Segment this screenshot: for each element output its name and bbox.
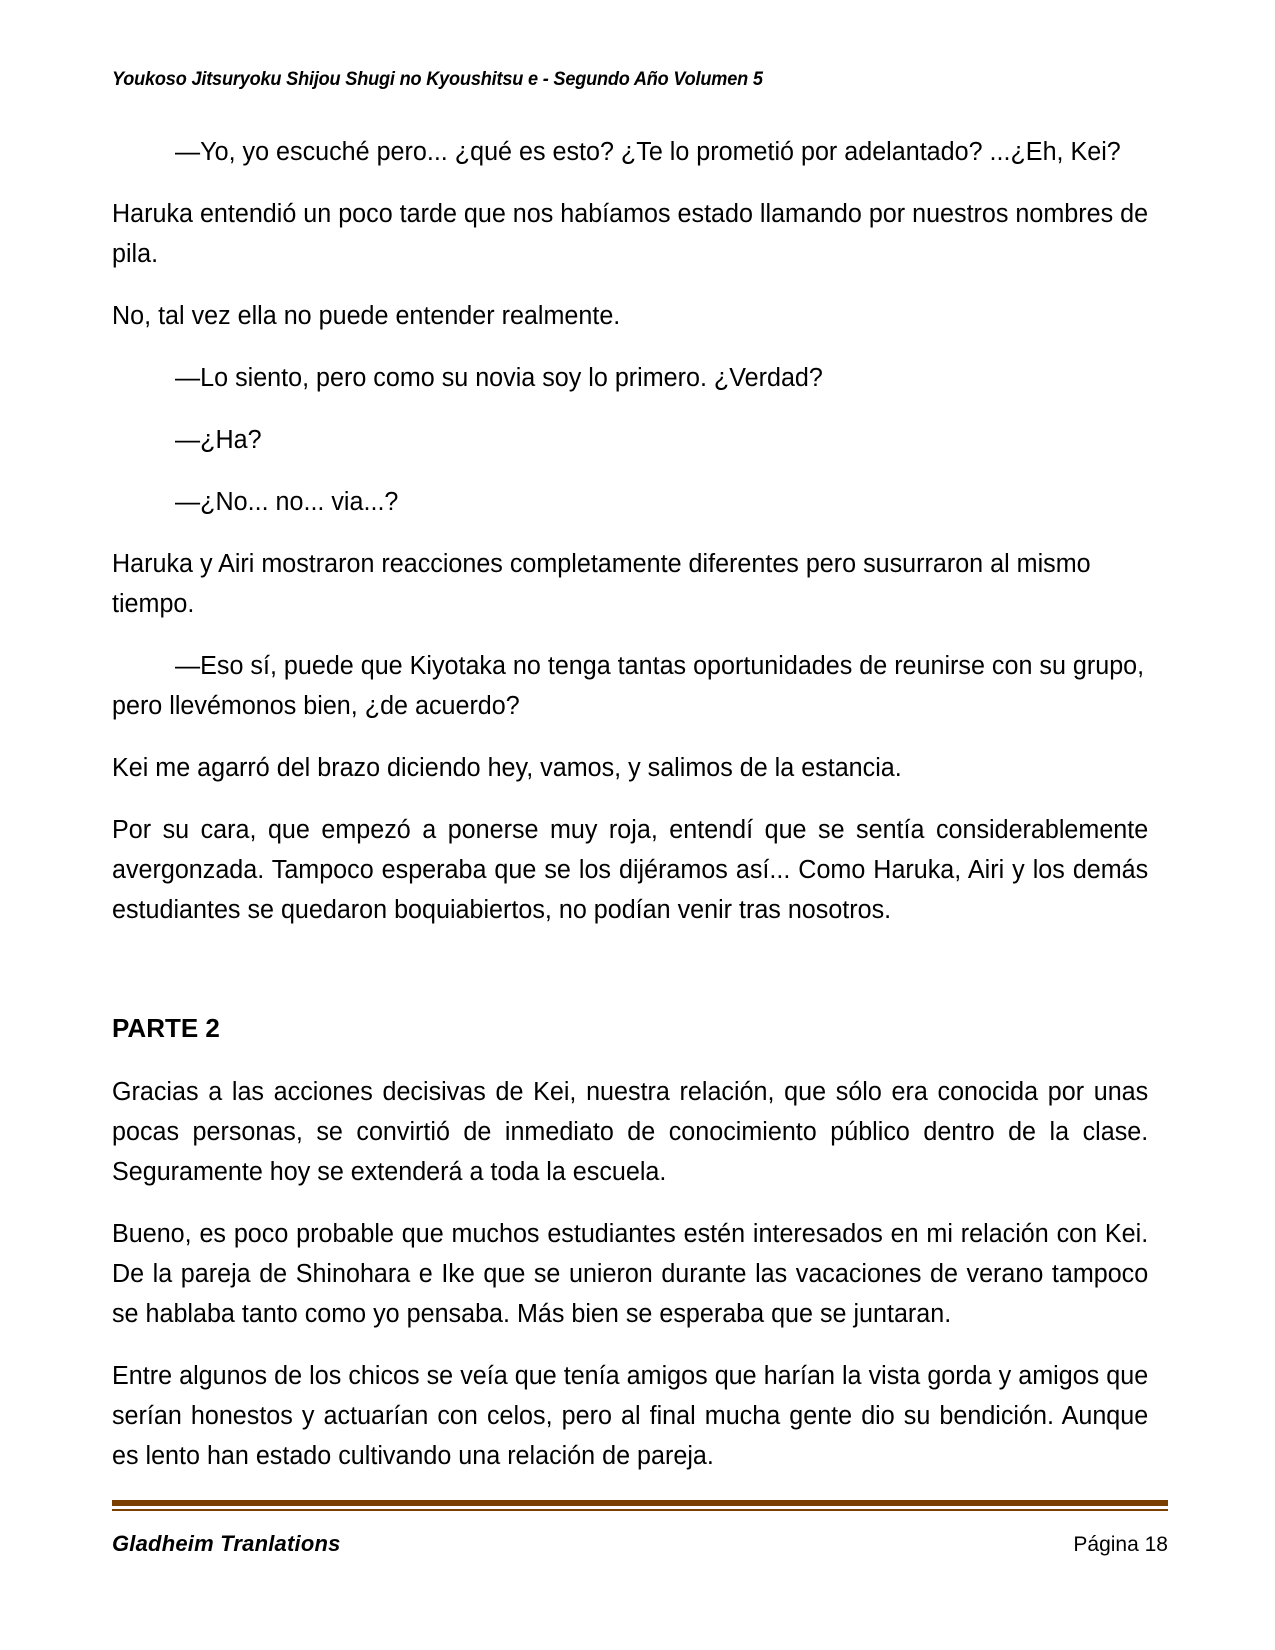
paragraph-narration: Entre algunos de los chicos se veía que tenía amigos que harían la vista gorda y amigos que serían honestos y actuarían con celos, pero al final mucha gente dio su bendición. Aunque es lento han estado cultivando una relación de pareja.	[112, 1362, 1149, 1470]
document-footer	[112, 1500, 1168, 1557]
header-title: Youkoso Jitsuryoku Shijou Shugi no Kyoushitsu e - Segundo Año Volumen 5	[112, 68, 763, 90]
paragraph-narration: Gracias a las acciones decisivas de Kei, nuestra relación, que sólo era conocida por unas pocas personas, se convirtió de inmediato de conocimiento público dentro de la clase. Seguramente hoy se extenderá a toda la escuela.	[112, 1078, 1149, 1186]
section-heading: PARTE 2	[112, 1013, 220, 1043]
paragraph-dialogue: —Lo siento, pero como su novia soy lo primero. ¿Verdad?	[175, 364, 823, 392]
paragraph-narration: Por su cara, que empezó a ponerse muy roja, entendí que se sentía considerablemente avergonzada. Tampoco esperaba que se los dijéramos así... Como Haruka, Airi y los demás estudiantes se quedaron boquiabiertos, no podían venir tras nosotros.	[112, 816, 1149, 924]
heading-spacer	[112, 952, 1164, 1010]
footer-brand: Gladheim Tranlations	[112, 1531, 341, 1556]
paragraph-narration: Kei me agarró del brazo diciendo hey, vamos, y salimos de la estancia.	[112, 754, 902, 782]
document-header	[112, 68, 1164, 91]
paragraph-narration: Bueno, es poco probable que muchos estudiantes estén interesados en mi relación con Kei. De la pareja de Shinohara e Ike que se unieron durante las vacaciones de verano tampoco se hablaba tanto como yo pensaba. Más bien se esperaba que se juntaran.	[112, 1220, 1149, 1328]
paragraph-narration: Haruka y Airi mostraron reacciones completamente diferentes pero susurraron al mismo tiempo.	[112, 550, 1091, 618]
document-body	[112, 132, 1164, 1498]
paragraph-dialogue: —¿No... no... via...?	[175, 488, 399, 516]
footer-divider-thin	[112, 1509, 1168, 1511]
paragraph-narration: No, tal vez ella no puede entender realmente.	[112, 302, 621, 330]
paragraph-dialogue: —Yo, yo escuché pero... ¿qué es esto? ¿Te lo prometió por adelantado? ...¿Eh, Kei?	[175, 138, 1121, 166]
footer-page-number: Página 18	[1073, 1533, 1168, 1556]
heading-spacer-bottom	[112, 1046, 1164, 1072]
paragraph-dialogue: —Eso sí, puede que Kiyotaka no tenga tantas oportunidades de reunirse con su grupo, pero llevémonos bien, ¿de acuerdo?	[112, 652, 1145, 720]
footer-row	[112, 1531, 1168, 1557]
paragraph-dialogue: —¿Ha?	[175, 426, 262, 454]
paragraph-narration: Haruka entendió un poco tarde que nos habíamos estado llamando por nuestros nombres de pila.	[112, 200, 1149, 268]
